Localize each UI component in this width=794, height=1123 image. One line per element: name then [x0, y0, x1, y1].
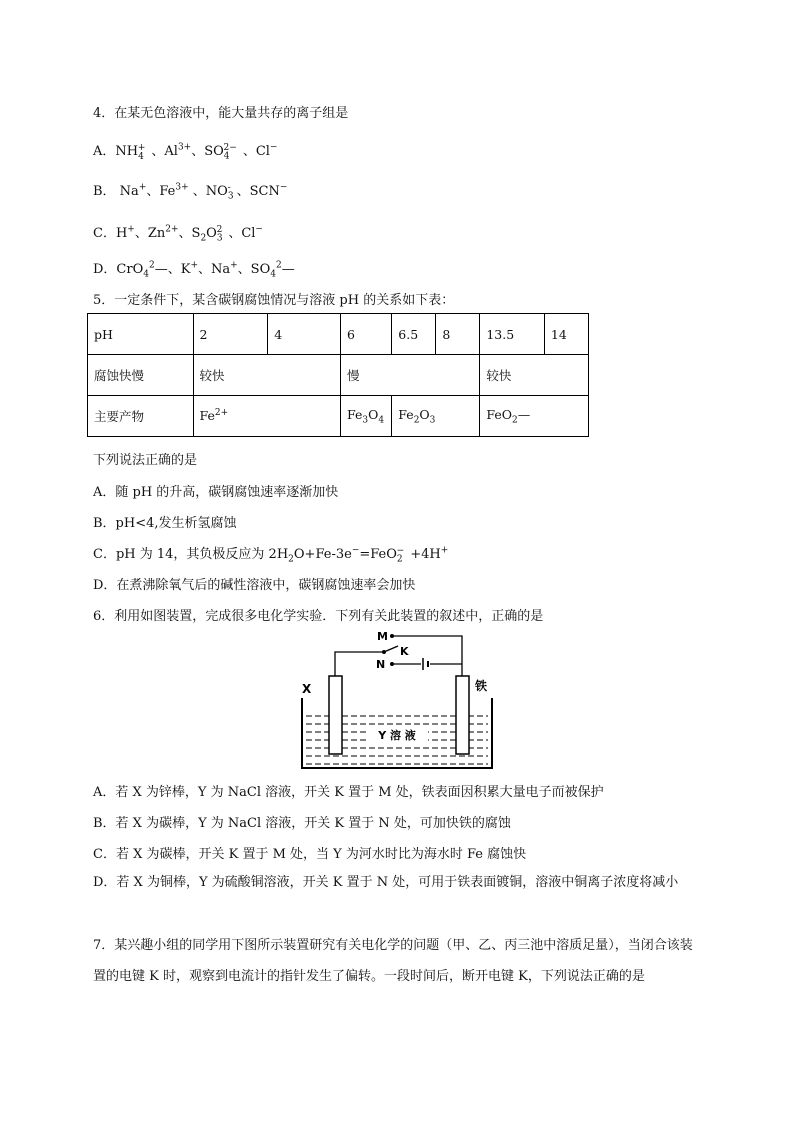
- q6-option-d: D．若 X 为铜棒，Y 为硫酸铜溶液，开关 K 置于 N 处，可用于铁表面镀铜，溶液中铜离子浓度将减小: [93, 875, 679, 890]
- table-cell: 较快: [193, 355, 340, 396]
- x-electrode: [329, 676, 342, 754]
- label-x: X: [302, 682, 312, 696]
- q5-option-c: C．pH 为 14，其负极反应为 $2H_2O+Fe-3e^-=FeO_2^- +4H^+$: [93, 545, 449, 565]
- q6-option-b: B．若 X 为碳棒，Y 为 NaCl 溶液，开关 K 置于 N 处，可加快铁的腐蚀: [93, 816, 511, 831]
- q5-option-a: A．随 pH 的升高，碳钢腐蚀速率逐渐加快: [93, 485, 339, 500]
- electrolysis-diagram: [296, 626, 498, 776]
- table-cell: $Fe_3O_4$: [340, 396, 391, 437]
- table-cell: $Fe_2O_3$: [392, 396, 480, 437]
- q5-option-b: B．pH<4,发生析氢腐蚀: [93, 516, 237, 531]
- label-k: K: [400, 645, 409, 658]
- table-cell: 6: [340, 314, 391, 355]
- table-cell: $Fe^{2+}$: [193, 396, 340, 437]
- q5-prompt: 下列说法正确的是: [93, 453, 198, 468]
- table-cell: 4: [268, 314, 341, 355]
- q6-option-c: C．若 X 为碳棒，开关 K 置于 M 处，当 Y 为河水时比为海水时 Fe 腐蚀快: [93, 847, 527, 862]
- table-cell: 14: [544, 314, 588, 355]
- table-cell: 慢: [340, 355, 479, 396]
- q6-stem: 6．利用如图装置，完成很多电化学实验．下列有关此装置的叙述中，正确的是: [93, 609, 544, 624]
- q5-stem: 5．一定条件下，某含碳钢腐蚀情况与溶液 pH 的关系如下表：: [93, 293, 455, 308]
- table-cell: 主要产物: [88, 396, 194, 437]
- table-row-ph: [88, 314, 589, 355]
- label-m: M: [377, 630, 388, 643]
- table-cell: 较快: [480, 355, 589, 396]
- table-row-rate: [88, 355, 589, 396]
- q6-option-a: A．若 X 为锌棒，Y 为 NaCl 溶液，开关 K 置于 M 处，铁表面因积累大量电子而被保护: [93, 785, 604, 800]
- label-n: N: [376, 658, 386, 671]
- table-cell: 13.5: [480, 314, 545, 355]
- q4-option-a: A．$NH_4^+$ 、$Al^{3+}$、$SO_4^{2-}$ 、Cl−: [93, 142, 278, 162]
- switch-k: [384, 646, 398, 652]
- table-cell: 6.5: [392, 314, 436, 355]
- q7-stem: 7．某兴趣小组的同学用下图所示装置研究有关电化学的问题（甲、乙、丙三池中溶质足量），当闭合该装置的电键 K 时，观察到电流计的指针发生了偏转。一段时间后，断开电键 K，下列说法正确的是: [93, 938, 693, 984]
- table-cell: 8: [436, 314, 480, 355]
- solution-label: Y 溶 液: [378, 729, 416, 742]
- label-iron: 铁: [475, 679, 488, 693]
- table-row-product: [88, 396, 589, 437]
- q4-option-b: B． Na+、$Fe^{3+}$ 、$NO_3^-$ 、SCN−: [93, 182, 288, 202]
- q4-option-c: C．H+、$Zn^{2+}$、$S_2O_3^2$ 、Cl−: [93, 224, 263, 244]
- iron-electrode: [456, 676, 469, 754]
- q5-option-d: D．在煮沸除氧气后的碱性溶液中，碳钢腐蚀速率会加快: [93, 578, 416, 593]
- table-cell: pH: [88, 314, 194, 355]
- corrosion-table: [87, 313, 589, 437]
- table-cell: 2: [193, 314, 268, 355]
- q4-option-d: D．CrO$_4^2$—、K+、Na+、$SO_4^2—$: [93, 260, 295, 280]
- q4-stem: 4．在某无色溶液中，能大量共存的离子组是: [93, 106, 349, 121]
- table-cell: 腐蚀快慢: [88, 355, 194, 396]
- table-cell: FeO$_2$—: [480, 396, 589, 437]
